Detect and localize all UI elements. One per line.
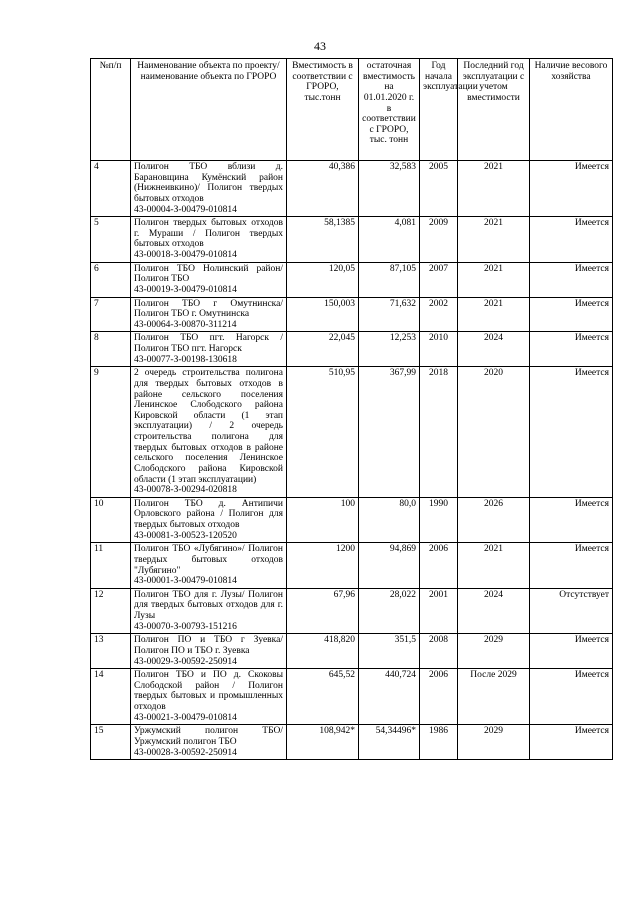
- row-number: 4: [91, 161, 131, 217]
- table-row: [91, 217, 613, 263]
- table-body: [91, 161, 613, 760]
- table-row: [91, 161, 613, 217]
- registry-code: 43-00064-З-00870-311214: [134, 319, 237, 330]
- row-number: 15: [91, 725, 131, 760]
- weighing-facility-cell: Имеется: [530, 262, 613, 297]
- start-year-cell: 1986: [420, 725, 458, 760]
- last-year-cell: 2024: [458, 332, 530, 367]
- object-name-text: Полигон ТБО вблизи д. Барановщина Кумёнский район (Нижнеивкино)/ Полигон твердых бытовых отходов: [134, 162, 283, 204]
- start-year-cell: 2010: [420, 332, 458, 367]
- object-name-text: Полигон ТБО д. Антипичи Орловского района / Полигон для твердых бытовых отходов: [134, 498, 283, 530]
- object-name-text: Полигон ТБО «Лубягино»/ Полигон твердых бытовых отходов "Лубягино": [134, 544, 283, 576]
- weighing-facility-cell: Имеется: [530, 497, 613, 543]
- registry-code: 43-00029-З-00592-250914: [134, 656, 237, 667]
- registry-code: 43-00001-З-00479-010814: [134, 576, 237, 587]
- weighing-facility-cell: Имеется: [530, 725, 613, 760]
- object-name: [131, 332, 287, 367]
- row-number: 6: [91, 262, 131, 297]
- object-name-text: Полигон ТБО Нолинский район/ Полигон ТБО: [134, 263, 283, 285]
- registry-code: 43-00018-З-00479-010814: [134, 250, 237, 260]
- object-name-text: Полигон твердых бытовых отходов г. Мураши / Полигон твердых бытовых отходов: [134, 218, 283, 250]
- row-number: 14: [91, 669, 131, 725]
- remaining-capacity-cell: 367,99: [359, 367, 420, 498]
- object-name: [131, 588, 287, 634]
- registry-code: 43-00004-З-00479-010814: [134, 204, 237, 215]
- remaining-capacity-cell: 80,0: [359, 497, 420, 543]
- object-name: [131, 669, 287, 725]
- table-header-row: [91, 59, 613, 161]
- start-year-cell: 2002: [420, 297, 458, 332]
- object-name: [131, 634, 287, 669]
- start-year-cell: 2009: [420, 217, 458, 263]
- last-year-cell: 2021: [458, 262, 530, 297]
- object-name-text: Полигон ПО и ТБО г Зуевка/ Полигон ПО и ТБО г. Зуевка: [134, 635, 283, 656]
- table-row: [91, 367, 613, 498]
- table-row: [91, 634, 613, 669]
- row-number: 7: [91, 297, 131, 332]
- registry-code: 43-00078-З-00294-020818: [134, 485, 237, 496]
- row-number: 11: [91, 543, 131, 589]
- last-year-cell: 2024: [458, 588, 530, 634]
- page-number: 43: [314, 39, 326, 53]
- object-name: [131, 497, 287, 543]
- start-year-cell: 2006: [420, 669, 458, 725]
- row-number: 9: [91, 367, 131, 498]
- object-name-text: Полигон ТБО и ПО д. Скоковы Слободской район / Полигон твердых бытовых и промышленных отходов: [134, 670, 283, 712]
- object-name: [131, 297, 287, 332]
- start-year-cell: 1990: [420, 497, 458, 543]
- object-name-text: Полигон ТБО пгт. Нагорск / Полигон ТБО пгт. Нагорск: [134, 333, 283, 354]
- table-row: [91, 262, 613, 297]
- last-year-cell: После 2029: [458, 669, 530, 725]
- header-weighing-facility: Наличие весового хозяйства: [530, 59, 613, 161]
- remaining-capacity-cell: 71,632: [359, 297, 420, 332]
- object-name-text: 2 очередь строительства полигона для твердых бытовых отходов в районе сельского поселения Ленинское Слободского района Кировской области (1 этап эксплуатации) / 2 очередь строительства полигона для твердых бытовых отходов в районе сельского поселения Ленинское Слободского района Кировской области (1 этап эксплуатации): [134, 368, 283, 485]
- weighing-facility-cell: Имеется: [530, 217, 613, 263]
- weighing-facility-cell: Имеется: [530, 543, 613, 589]
- object-name-text: Полигон ТБО для г. Лузы/ Полигон для твердых бытовых отходов для г. Лузы: [134, 589, 283, 621]
- start-year-cell: 2005: [420, 161, 458, 217]
- object-name: [131, 161, 287, 217]
- remaining-capacity-cell: 54,34496*: [359, 725, 420, 760]
- last-year-cell: 2020: [458, 367, 530, 498]
- header-last-year: Последний год эксплуатации с учетом вместимости: [458, 59, 530, 161]
- remaining-capacity-cell: 12,253: [359, 332, 420, 367]
- object-name: [131, 725, 287, 760]
- table-row: [91, 669, 613, 725]
- table-row: [91, 543, 613, 589]
- row-number: 13: [91, 634, 131, 669]
- registry-code: 43-00019-З-00479-010814: [134, 284, 237, 295]
- row-number: 10: [91, 497, 131, 543]
- remaining-capacity-cell: 4,081: [359, 217, 420, 263]
- capacity-cell: 100: [287, 497, 359, 543]
- capacity-cell: 645,52: [287, 669, 359, 725]
- landfill-registry-table: [90, 58, 613, 760]
- last-year-cell: 2029: [458, 725, 530, 760]
- table-row: [91, 332, 613, 367]
- last-year-cell: 2021: [458, 543, 530, 589]
- start-year-cell: 2008: [420, 634, 458, 669]
- capacity-cell: 1200: [287, 543, 359, 589]
- row-number: 8: [91, 332, 131, 367]
- last-year-cell: 2021: [458, 161, 530, 217]
- registry-code: 43-00021-З-00479-010814: [134, 712, 237, 723]
- table-row: [91, 588, 613, 634]
- object-name: [131, 217, 287, 263]
- weighing-facility-cell: Имеется: [530, 161, 613, 217]
- remaining-capacity-cell: 32,583: [359, 161, 420, 217]
- capacity-cell: 22,045: [287, 332, 359, 367]
- last-year-cell: 2029: [458, 634, 530, 669]
- start-year-cell: 2001: [420, 588, 458, 634]
- header-start-year: Год начала эксплуатации: [420, 59, 458, 161]
- weighing-facility-cell: Отсутствует: [530, 588, 613, 634]
- capacity-cell: 418,820: [287, 634, 359, 669]
- object-name: [131, 367, 287, 498]
- row-number: 12: [91, 588, 131, 634]
- registry-code: 43-00070-З-00793-151216: [134, 621, 237, 632]
- start-year-cell: 2007: [420, 262, 458, 297]
- capacity-cell: 150,003: [287, 297, 359, 332]
- row-number: 5: [91, 217, 131, 263]
- start-year-cell: 2006: [420, 543, 458, 589]
- header-capacity: Вместимость в соответствии с ГРОРО, тыс.тонн: [287, 59, 359, 161]
- remaining-capacity-cell: 351,5: [359, 634, 420, 669]
- last-year-cell: 2021: [458, 297, 530, 332]
- remaining-capacity-cell: 94,869: [359, 543, 420, 589]
- header-number: №п/п: [91, 59, 131, 161]
- object-name-text: Полигон ТБО г Омутнинска/ Полигон ТБО г. Омутнинска: [134, 298, 283, 320]
- capacity-cell: 58,1385: [287, 217, 359, 263]
- capacity-cell: 510,95: [287, 367, 359, 498]
- object-name: [131, 262, 287, 297]
- weighing-facility-cell: Имеется: [530, 669, 613, 725]
- registry-code: 43-00081-З-00523-120520: [134, 530, 237, 541]
- last-year-cell: 2026: [458, 497, 530, 543]
- capacity-cell: 108,942*: [287, 725, 359, 760]
- weighing-facility-cell: Имеется: [530, 332, 613, 367]
- capacity-cell: 120,05: [287, 262, 359, 297]
- remaining-capacity-cell: 28,022: [359, 588, 420, 634]
- start-year-cell: 2018: [420, 367, 458, 498]
- capacity-cell: 40,386: [287, 161, 359, 217]
- remaining-capacity-cell: 87,105: [359, 262, 420, 297]
- table-row: [91, 297, 613, 332]
- object-name-text: Уржумский полигон ТБО/ Уржумский полигон ТБО: [134, 726, 283, 747]
- last-year-cell: 2021: [458, 217, 530, 263]
- weighing-facility-cell: Имеется: [530, 634, 613, 669]
- capacity-cell: 67,96: [287, 588, 359, 634]
- table-row: [91, 725, 613, 760]
- table-row: [91, 497, 613, 543]
- header-object-name: Наименование объекта по проекту/ наименование объекта по ГРОРО: [131, 59, 287, 161]
- remaining-capacity-cell: 440,724: [359, 669, 420, 725]
- weighing-facility-cell: Имеется: [530, 297, 613, 332]
- weighing-facility-cell: Имеется: [530, 367, 613, 498]
- header-remaining-capacity: остаточная вместимость на 01.01.2020 г. в соответствии с ГРОРО, тыс. тонн: [359, 59, 420, 161]
- registry-code: 43-00077-З-00198-130618: [134, 354, 237, 365]
- registry-code: 43-00028-З-00592-250914: [134, 747, 237, 758]
- object-name: [131, 543, 287, 589]
